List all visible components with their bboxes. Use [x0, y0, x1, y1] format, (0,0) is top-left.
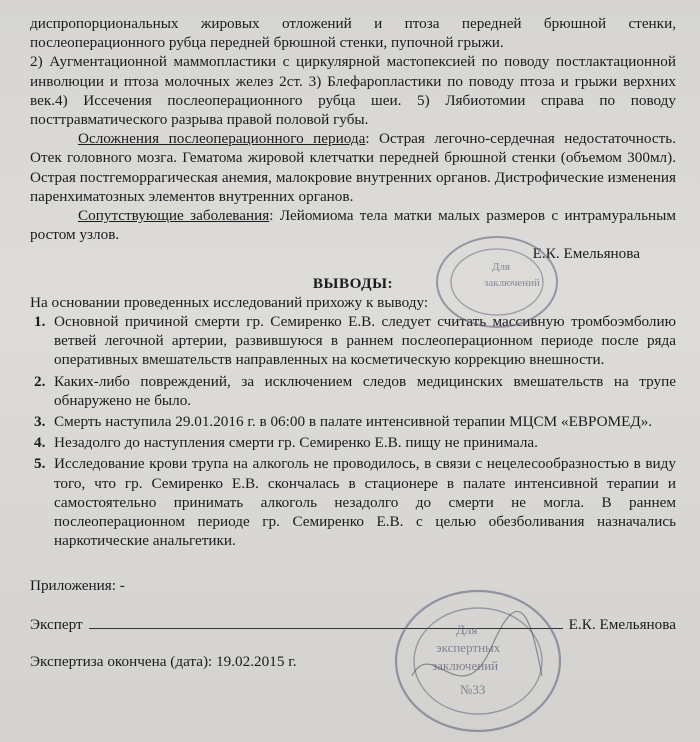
- document-body: [30, 14, 676, 671]
- conclusion-item: [30, 454, 676, 550]
- conclusion-number: 5.: [34, 455, 46, 473]
- seal-text-1: Для: [456, 622, 478, 637]
- conclusion-number: 3.: [34, 413, 46, 431]
- conclusion-text: Незадолго до наступления смерти гр. Семиренко Е.В. пищу не принимала.: [54, 434, 538, 452]
- conclusion-text: Каких-либо повреждений, за исключением следов медицинских вмешательств на трупе обнаружено не было.: [54, 372, 676, 409]
- conclusion-number: 2.: [34, 372, 46, 390]
- conclusion-text: Исследование крови трупа на алкоголь не проводилось, в связи с нецелесообразностью в виду того, что гр. Семиренко Е.В. скончалась в стационере в палате интенсивной терапии и самостоятельно принимать алкоголь незадолго до смерти не могла. В раннем послеоперационном периоде гр. Семиренко Е.В. с целью обезболивания назначались наркотические анальгетики.: [54, 455, 676, 550]
- complications-label: Осложнения послеоперационного периода: [78, 130, 366, 148]
- conclusion-item: [30, 412, 676, 431]
- stamp-small-text-1: Для: [492, 261, 511, 273]
- conclusion-number: 1.: [34, 313, 46, 331]
- comorbid-label: Сопутствующие заболевания: [78, 207, 270, 225]
- surgeries-paragraph: 2) Аугментационной маммопластики с циркулярной мастопексией по поводу постлактационной инволюции и птоза молочных желез 2ст. 3) Блефаропластики по поводу птоза и грыжи верхних век.4) Иссечения послеоперационного рубца шеи. 5) Лябиотомии справа по поводу посттравматического разрыва правой половой губы.: [30, 53, 676, 129]
- seal-text-3: заключений: [432, 658, 499, 673]
- expert-name: Е.К. Емельянова: [568, 615, 676, 633]
- signature-line-1: Е.К. Емельянова: [532, 245, 640, 263]
- stamp-small-text-2: заключений: [484, 277, 540, 289]
- completion-date-line: Экспертиза окончена (дата): 19.02.2015 г.: [30, 652, 297, 670]
- conclusion-text: Смерть наступила 29.01.2016 г. в 06:00 в палате интенсивной терапии МЦСМ «ЕВРОМЕД».: [54, 413, 653, 431]
- expert-signature-line: [30, 614, 676, 634]
- conclusion-text: Основной причиной смерти гр. Семиренко Е.В. следует считать массивную тромбоэмболию ветвей легочной артерии, развившуюся в раннем послеоперационном периоде после ряда оперативных вмешательств направленных на косметическую коррекцию внешности.: [54, 313, 676, 369]
- comorbid-text: : Лейомиома тела матки малых размеров с интрамуральным ростом узлов.: [30, 207, 676, 244]
- signature-underline: [89, 614, 563, 629]
- appendix-line: Приложения: -: [30, 577, 125, 595]
- conclusion-number: 4.: [34, 434, 46, 452]
- complications-text: : Острая легочно-сердечная недостаточность. Отек головного мозга. Гематома жировой клетчатки передней брюшной стенки (объемом 300мл). Острая постгеморрагическая анемия, малокровие внутренних органов. Дистрофические изменения паренхиматозных элементов внутренних органов.: [30, 130, 677, 205]
- conclusion-item: [30, 312, 676, 370]
- complications-paragraph: [30, 129, 676, 206]
- conclusions-list: [30, 312, 676, 550]
- continuation-paragraph: диспропорциональных жировых отложений и птоза передней брюшной стенки, послеоперационного рубца передней брюшной стенки, пупочной грыжи.: [30, 15, 676, 52]
- conclusion-item: [30, 433, 676, 452]
- conclusions-intro: На основании проведенных исследований прихожу к выводу:: [30, 293, 429, 311]
- seal-number: №33: [460, 682, 486, 697]
- conclusion-item: [30, 372, 676, 410]
- conclusions-heading: ВЫВОДЫ:: [312, 274, 394, 292]
- seal-text-2: экспертных: [436, 640, 501, 655]
- expert-label: Эксперт: [30, 615, 83, 633]
- comorbid-paragraph: [30, 206, 676, 244]
